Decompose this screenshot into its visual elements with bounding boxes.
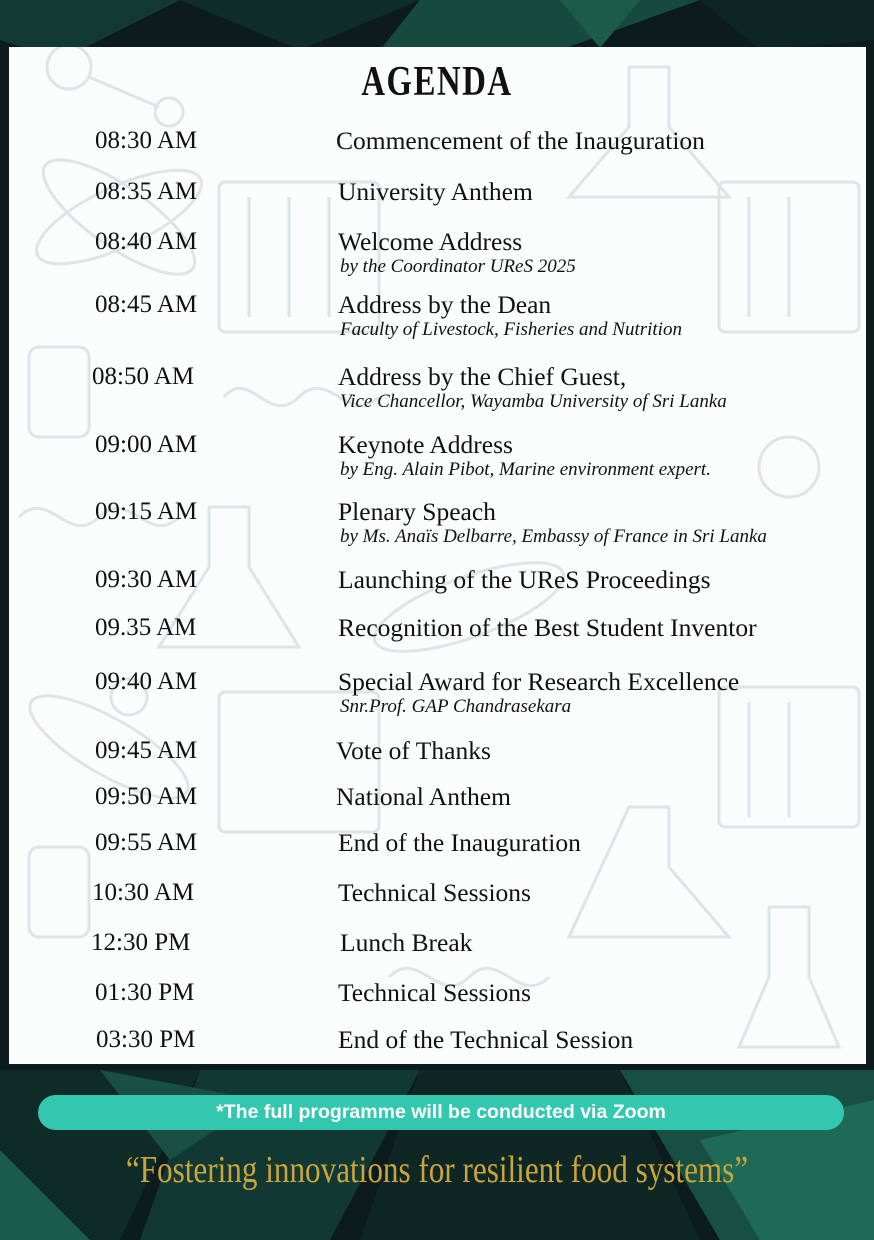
agenda-event: Recognition of the Best Student Inventor (338, 613, 757, 642)
agenda-event-note: by Eng. Alain Pibot, Marine environment expert. (340, 459, 711, 480)
agenda-event: Welcome Address (338, 227, 523, 256)
agenda-time: 01:30 PM (95, 979, 195, 1006)
agenda-event: National Anthem (336, 782, 511, 811)
agenda-event: End of the Inauguration (338, 828, 581, 857)
agenda-event: Technical Sessions (338, 878, 531, 907)
agenda-event-note: by the Coordinator UReS 2025 (340, 256, 576, 277)
agenda-event: Special Award for Research Excellence (338, 667, 740, 696)
agenda-event: Address by the Chief Guest, (338, 362, 627, 391)
agenda-event-note: Faculty of Livestock, Fisheries and Nutrition (340, 319, 682, 340)
agenda-time: 08:35 AM (95, 178, 198, 205)
agenda-event: Plenary Speach (338, 497, 496, 526)
agenda-time: 08:30 AM (95, 127, 198, 154)
agenda-time: 09:55 AM (95, 829, 198, 856)
agenda-time: 12:30 PM (91, 929, 191, 956)
agenda-time: 09:00 AM (95, 431, 198, 458)
agenda-time: 09:45 AM (95, 737, 198, 764)
agenda-title: AGENDA (361, 59, 513, 105)
agenda-time: 09.35 AM (95, 614, 197, 641)
agenda-time: 03:30 PM (96, 1026, 196, 1053)
agenda-event: Address by the Dean (338, 290, 552, 319)
agenda-event: Keynote Address (338, 430, 513, 459)
agenda-event-note: Snr.Prof. GAP Chandrasekara (340, 696, 572, 717)
agenda-event: Lunch Break (340, 928, 473, 957)
agenda-event: Technical Sessions (338, 978, 531, 1007)
agenda-event-note: by Ms. Anaïs Delbarre, Embassy of France in Sri Lanka (340, 526, 767, 547)
agenda-time: 10:30 AM (92, 879, 195, 906)
agenda-event-note: Vice Chancellor, Wayamba University of Sri Lanka (340, 391, 727, 412)
agenda-event: Vote of Thanks (336, 736, 491, 765)
agenda-time: 08:45 AM (95, 291, 198, 318)
agenda-time: 09:50 AM (95, 783, 198, 810)
agenda-event: Commencement of the Inauguration (336, 126, 705, 155)
agenda-time: 08:50 AM (92, 363, 195, 390)
agenda-event: End of the Technical Session (338, 1025, 634, 1054)
agenda-time: 09:30 AM (95, 566, 198, 593)
tagline: “Fostering innovations for resilient food systems” (125, 1149, 749, 1191)
zoom-notice-banner: *The full programme will be conducted via Zoom (38, 1095, 844, 1130)
agenda-event: Launching of the UReS Proceedings (338, 565, 711, 594)
agenda-time: 09:15 AM (95, 498, 198, 525)
agenda-time: 09:40 AM (95, 668, 198, 695)
agenda-time: 08:40 AM (95, 228, 198, 255)
agenda-event: University Anthem (338, 177, 533, 206)
